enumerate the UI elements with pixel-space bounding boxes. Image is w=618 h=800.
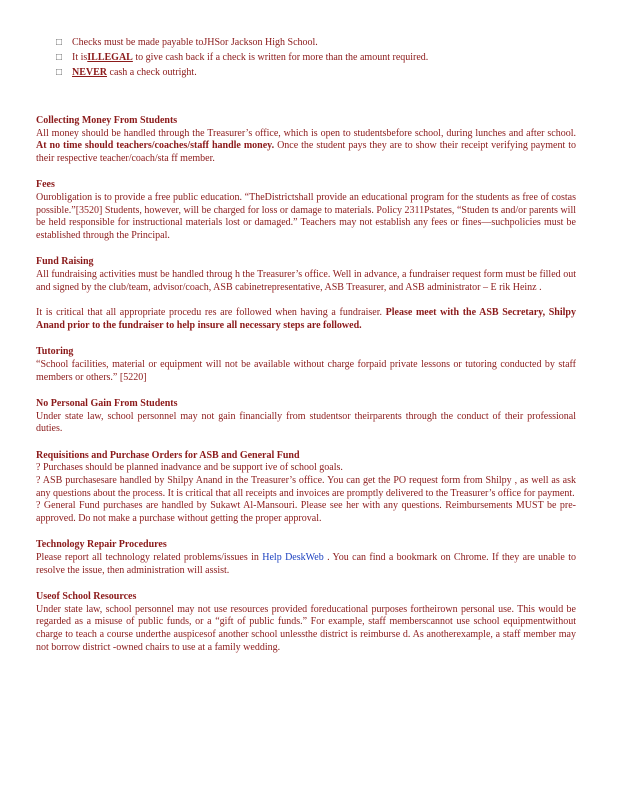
section-heading: Fund Raising: [36, 256, 94, 268]
paragraph-text: Once the student pays they are to show their receipt verifying payment to their respective teacher/coach/sta ff member.: [36, 140, 576, 164]
bullet-text: cash a check outright.: [107, 67, 197, 78]
section-use-of-resources: [36, 591, 576, 654]
section-paragraph: [36, 552, 576, 577]
paragraph-text: . You can find a bookmark on Chrome. If they are unable to resolve the issue, then administration will assist.: [36, 552, 576, 576]
section-fees: [36, 179, 576, 242]
paragraph-text: Please report all technology related problems/issues in: [36, 552, 263, 564]
section-heading: Fees: [36, 179, 55, 191]
bullet-icon: □: [56, 52, 63, 63]
section-heading: Useof School Resources: [36, 591, 137, 603]
section-heading: No Personal Gain From Students: [36, 398, 178, 410]
section-paragraph: Ourobligation is to provide a free public education. “TheDistrictshall provide an educational program for the students as free of costas possible.”[3520] Students, however, will be charged for loss or damage to materials. Policy 2311Pstates, “Studen ts and/or parents will be held responsible for instructional materials lost or damaged.” Teachers may not establish any fees or fines—suchpolicies must be established through the Principal.: [36, 191, 576, 241]
bullet-text: Checks must be made payable toJHSor Jackson High School.: [72, 37, 318, 48]
document-body: [36, 115, 576, 654]
list-item: [56, 52, 576, 67]
section-heading: Collecting Money From Students: [36, 115, 178, 126]
bullet-emphasis: NEVER: [72, 67, 108, 78]
section-paragraph: [36, 128, 576, 166]
paragraph-emphasis: At no time should teachers/coaches/staff handle money.: [36, 140, 275, 152]
bullet-emphasis: ILLEGAL: [87, 52, 133, 63]
paragraph-emphasis: Please meet with the ASB Secretary, Shilpy Anand prior to the fundraiser to help insure all necessary steps are followed.: [36, 307, 576, 331]
list-item: ? Purchases should be planned inadvance and be support ive of school goals.: [36, 462, 343, 474]
list-item: ? General Fund purchases are handled by Sukawt Al-Mansouri. Please see her with any questions. Reimbursements MUST be pre- approved. Do not make a purchase without getting the proper approval.: [36, 500, 576, 524]
section-collecting-money: [36, 115, 576, 165]
section-tutoring: [36, 346, 576, 384]
section-requisitions: [36, 450, 576, 526]
paragraph-text: It is critical that all appropriate procedu res are followed when having a fundraiser.: [36, 307, 382, 319]
list-item: [56, 37, 576, 52]
bullet-icon: □: [56, 67, 63, 78]
section-paragraph: Under state law, school personnel may not use resources provided foreducational purposes fortheirown personal use. This would be regarded as a misuse of public funds, or a “gift of public funds.” For example, staff memberscannot use school equipmentwithout charge to teach a course underthe auspicesof another school unlessthe district is reimburse d. As anotherexample, a staff member may not borrow district -owned chairs to use at a family wedding.: [36, 603, 576, 653]
section-no-personal-gain: [36, 398, 576, 436]
section-paragraph: All fundraising activities must be handled throug h the Treasurer’s office. Well in advance, a fundraiser request form must be filled out and signed by the club/team, advisor/coach, ASB cabinetrepresentative, ASB Treasurer, and ASB administrator – E rik Heinz .: [36, 268, 576, 293]
section-fund-raising: [36, 256, 576, 332]
bullet-text: It is: [72, 52, 88, 63]
help-desk-link[interactable]: Help DeskWeb: [262, 552, 324, 564]
section-heading: Requisitions and Purchase Orders for ASB and General Fund: [36, 449, 300, 461]
bullet-icon: □: [56, 37, 63, 48]
section-heading: Technology Repair Procedures: [36, 539, 167, 551]
bullet-text: to give cash back if a check is written for more than the amount required.: [132, 52, 429, 63]
section-paragraph: “School facilities, material or equipment will not be available without charge forpaid private lessons or tutoring conducted by staff members or others.” [5220]: [36, 358, 576, 383]
paragraph-text: All money should be handled through the Treasurer’s office, which is open to studentsbefore school, during lunches and after school.: [36, 127, 576, 139]
section-paragraph: Under state law, school personnel may not gain financially from studentsor theirparents through the conduct of their professional duties.: [36, 410, 576, 435]
check-rules-list: [56, 37, 576, 82]
section-technology-repair: [36, 539, 576, 577]
list-item: ? ASB purchasesare handled by Shilpy Anand in the Treasurer’s office. You can get the PO request form from Shilpy , as well as ask any questions about the process. It is critical that all receipts and invoices are promptly delivered to the Treasurer’s office for payment.: [36, 475, 576, 499]
section-heading: Tutoring: [36, 346, 74, 358]
list-item: [56, 67, 576, 82]
section-paragraph: [36, 307, 576, 332]
